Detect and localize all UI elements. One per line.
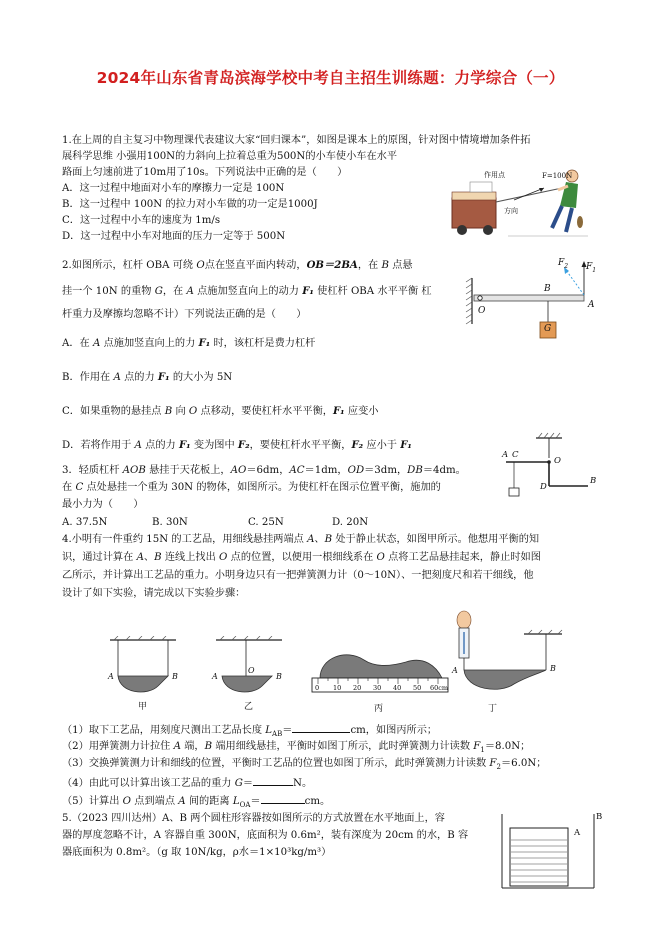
q4-jia-a-label: A xyxy=(108,672,114,681)
q4-figure-yi-caption: 乙 xyxy=(244,702,254,712)
q2-stem-line2: 挂一个 10N 的重物 G，在 A 点施加竖直向上的动力 F₁ 使杠杆 OBA 水平平衡 杠 xyxy=(62,285,432,297)
q4-figure-ding-caption: 丁 xyxy=(488,704,498,714)
q1-fig-force-label: F=100N xyxy=(542,172,573,180)
q5-fig-a-label: A xyxy=(574,828,581,838)
q4-stem-line4: 设计了如下实验，请完成以下实验步骤： xyxy=(62,588,246,599)
q2-lever-figure xyxy=(458,252,608,344)
q1-cart-figure xyxy=(448,166,598,246)
q5-containers-figure xyxy=(498,810,602,892)
q4-ruler-tick-0: 0 xyxy=(315,684,320,692)
q2-stem-line1: 2.如图所示，杠杆 OBA 可绕 O点在竖直平面内转动，OB＝2BA，在 B 点悬 xyxy=(62,259,413,271)
q3-fig-c-label: C xyxy=(512,450,519,460)
q3-lever-figure xyxy=(500,432,600,504)
q2-fig-o-label: O xyxy=(478,306,486,316)
q3-fig-o-label: O xyxy=(554,456,561,466)
q2-stem-line3: 杆重力及摩擦均忽略不计）下列说法正确的是（ ） xyxy=(62,309,307,320)
q4-ruler-tick-60: 60cm xyxy=(430,684,449,692)
q1-fig-direction-label: 方向 xyxy=(504,207,518,215)
q4-figure-ding xyxy=(450,606,570,698)
q3-stem-line3: 最小力为（ ） xyxy=(62,499,144,510)
q3-stem-line1: 3．轻质杠杆 AOB 悬挂于天花板上，AO＝6dm，AC＝1dm，OD＝3dm，DB＝4dm。 xyxy=(62,465,466,476)
q5-stem-line1: 5.（2023 四川达州）A、B 两个圆柱形容器按如图所示的方式放置在水平地面上，容 xyxy=(62,813,445,824)
q2-fig-g-label: G xyxy=(544,324,552,334)
q3-option-b: B. 30N xyxy=(152,517,188,528)
q4-ding-a-label: A xyxy=(452,666,458,675)
q1-option-a: A．这一过程中地面对小车的摩擦力一定是 100N xyxy=(62,183,285,194)
q2-fig-b-label: B xyxy=(544,284,551,294)
q4-step-1: （1）取下工艺品，用刻度尺测出工艺品长度 $L_{AB}=$ cm，如图丙所示； xyxy=(62,722,437,741)
q3-option-a: A. 37.5N xyxy=(62,517,108,528)
q3-fig-d-label: D xyxy=(540,482,547,492)
q4-ruler-tick-30: 30 xyxy=(373,684,382,692)
q4-ding-b-label: B xyxy=(550,664,556,673)
q4-jia-b-label: B xyxy=(172,672,178,681)
q4-figure-jia xyxy=(100,636,186,698)
q3-fig-b-label: B xyxy=(590,476,597,486)
q1-option-c: C．这一过程中小车的速度为 1m/s xyxy=(62,215,221,226)
q2-fig-a-label: A xyxy=(588,300,595,310)
q2-fig-f2-label: $F_2$ xyxy=(558,258,569,270)
q4-ruler-tick-10: 10 xyxy=(333,684,342,692)
q2-option-c: C．如果重物的悬挂点 B 向 O 点移动，要使杠杆水平平衡，F₁ 应变小 xyxy=(62,405,379,417)
q4-yi-o-label: O xyxy=(248,666,255,675)
q4-step-2: （2）用弹簧测力计拉住 A 端，B 端用细线悬挂，平衡时如图丁所示，此时弹簧测力计读数 $F_1=8.0N$； xyxy=(62,741,531,755)
q5-stem-line3: 器底面积为 0.8m²。（g 取 10N/kg，ρ水＝1×10³kg/m³） xyxy=(62,847,332,858)
q4-stem-line3: 乙所示，并计算出工艺品的重力。小明身边只有一把弹簧测力计（0～10N）、一把刻度尺和若干细线，他 xyxy=(62,570,534,581)
q4-answer-blank-length[interactable] xyxy=(292,722,350,733)
q4-answer-blank-weight[interactable] xyxy=(253,775,293,786)
q3-option-c: C. 25N xyxy=(248,517,284,528)
q2-option-d: D．若将作用于 A 点的力 F₁ 变为图中 F₂，要使杠杆水平平衡，F₂ 应小于 F₁ xyxy=(62,439,412,451)
q4-step-3: （3）交换弹簧测力计和细线的位置，平衡时工艺品的位置也如图丁所示，此时弹簧测力计读数 $F_2=6.0N$； xyxy=(62,758,547,772)
q4-figure-yi xyxy=(206,636,292,698)
q4-step-5: （5）计算出 O 点到端点 A 间的距离 $L_{OA}=$ cm。 xyxy=(62,793,330,812)
q3-stem-line2: 在 C 点处悬挂一个重为 30N 的物体，如图所示。为使杠杆在图示位置平衡，施加的 xyxy=(62,482,441,493)
q2-option-b: B．作用在 A 点的力 F₁ 的大小为 5N xyxy=(62,371,233,383)
q4-yi-a-label: A xyxy=(212,672,218,681)
page-title: 2024年山东省青岛滨海学校中考自主招生训练题：力学综合（一） xyxy=(96,69,565,87)
q4-stem-line1: 4.小明有一件重约 15N 的工艺品，用细线悬挂两端点 A、B 处于静止状态，如图甲所示。他想用平衡的知 xyxy=(62,534,540,545)
q4-stem-line2: 识，通过计算在 A、B 连线上找出 O 点的位置，以便用一根细线系在 O 点将工艺品悬挂起来，静止时如图 xyxy=(62,552,541,563)
q4-figure-jia-caption: 甲 xyxy=(138,702,148,712)
q2-option-a: A．在 A 点施加竖直向上的力 F₁ 时，该杠杆是费力杠杆 xyxy=(62,337,316,349)
q2-fig-f1-label: $F_1$ xyxy=(586,262,597,274)
q1-option-b: B．这一过程中 100N 的拉力对小车做的功一定是1000J xyxy=(62,199,318,210)
q4-yi-b-label: B xyxy=(276,672,282,681)
q1-stem-line1: 1.在上周的自主复习中物理课代表建议大家“回归课本”，如图是课本上的原图，针对图中情境增加条件拓 xyxy=(62,135,531,146)
q4-ruler-tick-40: 40 xyxy=(393,684,402,692)
q4-answer-blank-distance[interactable] xyxy=(261,793,305,804)
q1-fig-point-label: 作用点 xyxy=(484,171,505,179)
q4-ruler-tick-50: 50 xyxy=(413,684,422,692)
q1-option-d: D．这一过程中小车对地面的压力一定等于 500N xyxy=(62,231,286,242)
q3-option-d: D. 20N xyxy=(332,517,369,528)
q1-stem-line2: 展科学思维 小强用100N的力斜向上拉着总重为500N的小车使小车在水平 xyxy=(62,151,398,162)
q1-stem-line3: 路面上匀速前进了10m用了10s。下列说法中正确的是（ ） xyxy=(62,167,348,178)
q4-ruler-tick-20: 20 xyxy=(353,684,362,692)
q4-figure-bing-caption: 丙 xyxy=(374,704,384,714)
q4-figure-bing xyxy=(306,642,452,700)
q5-fig-b-label: B xyxy=(596,812,603,822)
q5-stem-line2: 器的厚度忽略不计，A 容器自重 300N，底面积为 0.6m²，装有深度为 20cm 的水，B 容 xyxy=(62,830,469,841)
q3-fig-a-label: A xyxy=(502,450,509,460)
q4-step-4: （4）由此可以计算出该工艺品的重力 G＝ N。 xyxy=(62,775,312,791)
